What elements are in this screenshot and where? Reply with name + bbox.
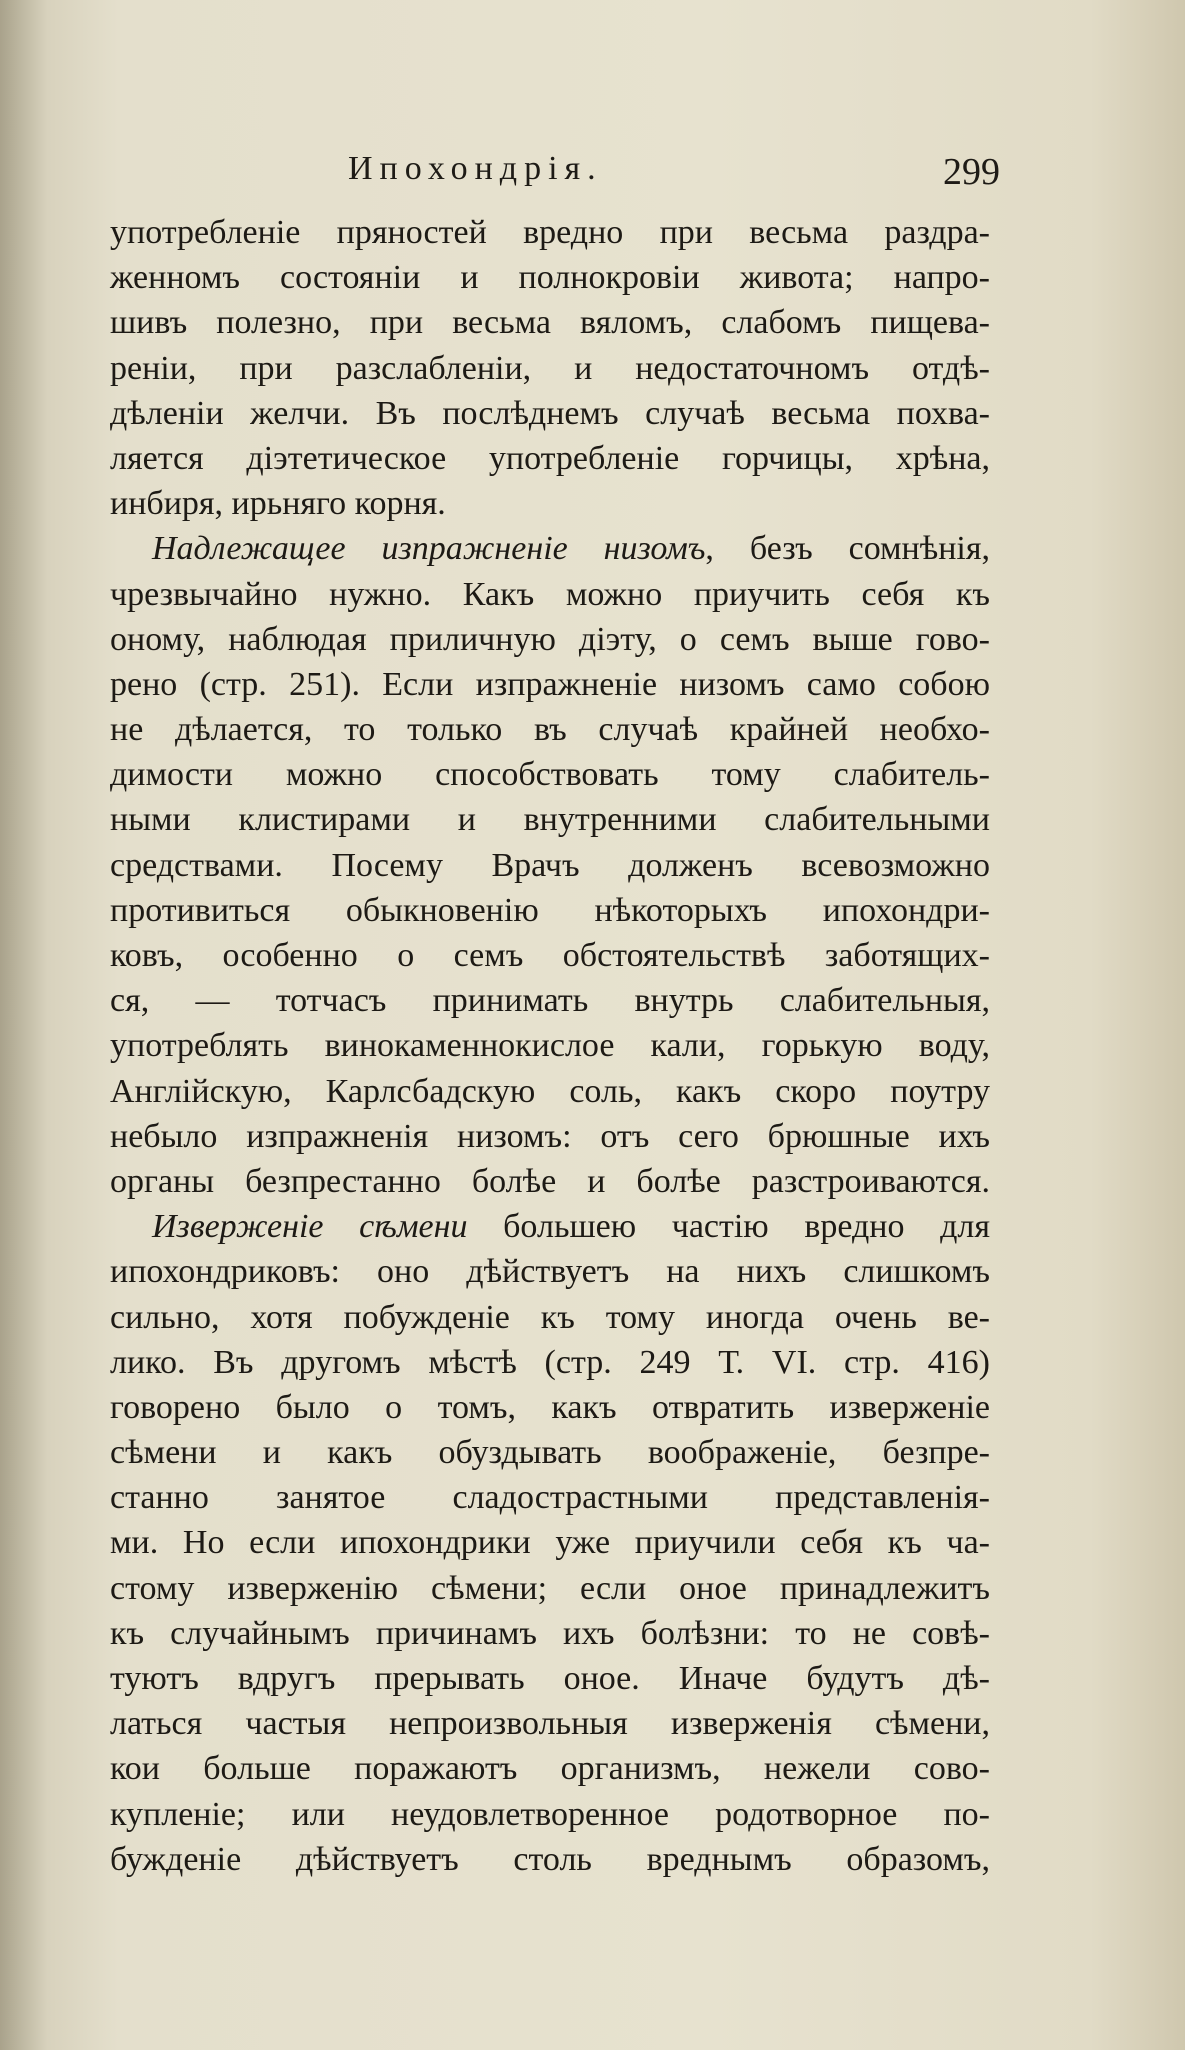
text-line: кои больше поражаютъ организмъ, нежели сово- [110,1750,990,1788]
text-line: оному, наблюдая приличную діэту, о семъ выше гово- [110,620,990,658]
running-title: Ипохондрія. [348,150,603,187]
text-line: къ случайнымъ причинамъ ихъ болѣзни: то не совѣ- [110,1614,990,1652]
text-line: купленіе; или неудовлетворенное родотворное по- [110,1795,990,1833]
text-line: рено (стр. 251). Если изпражненіе низомъ само собою [110,665,990,703]
text-line-rest: , безъ сомнѣнія, [705,530,990,568]
text-line: димости можно способствовать тому слабитель- [110,756,990,794]
text-line: шивъ полезно, при весьма вяломъ, слабомъ пищева- [110,304,990,342]
text-line: органы безпрестанно болѣе и болѣе разстроиваются. [110,1162,990,1200]
text-line: бужденіе дѣйствуетъ столь вреднымъ образомъ, [110,1840,990,1878]
text-line: реніи, при разслабленіи, и недостаточномъ отдѣ- [110,349,990,387]
text-line: стому изверженію сѣмени; если оное принадлежитъ [110,1569,990,1607]
text-line: ковъ, особенно о семъ обстоятельствѣ заботящих- [110,937,990,974]
page-number: 299 [943,151,1000,193]
text-line: употреблять винокаменнокислое кали, горькую воду, [110,1027,990,1065]
text-line: ми. Но если ипохондрики уже приучили себя къ ча- [110,1524,990,1562]
text-line: небыло изпражненія низомъ: отъ сего брюшные ихъ [110,1117,990,1155]
text-line: ными клистирами и внутренними слабительными [110,801,990,839]
text-line: говорено было о томъ, какъ отвратить изверженіе [110,1388,990,1426]
text-line: чрезвычайно нужно. Какъ можно приучить себя къ [110,575,990,613]
text-line: средствами. Посему Врачъ долженъ всевозможно [110,846,990,884]
page-header [110,150,1000,200]
text-line: Англійскую, Карлсбадскую соль, какъ скоро поутру [110,1072,990,1110]
text-line: инбиря, ирьняго корня. [110,485,446,523]
text-line: ся, — тотчасъ принимать внутрь слабительныя, [110,982,990,1020]
text-line: станно занятое сладострастными представленія- [110,1479,990,1517]
emphasis: Надлежащее изпражненіе низомъ [152,530,706,568]
text-line: латься частыя непроизвольныя изверженія сѣмени, [110,1705,990,1743]
text-line: лико. Въ другомъ мѣстѣ (стр. 249 Т. VI. стр. 416) [110,1343,990,1381]
text-line: ляется діэтетическое употребленіе горчицы, хрѣна, [110,439,990,477]
paragraph-start-line [110,526,990,571]
text-line: сильно, хотя побужденіе къ тому иногда очень ве- [110,1298,990,1336]
text-line: ипохондриковъ: оно дѣйствуетъ на нихъ слишкомъ [110,1253,990,1291]
text-line: противиться обыкновенію нѣкоторыхъ ипохондри- [110,891,990,929]
text-line: употребленіе пряностей вредно при весьма раздра- [110,214,990,251]
paragraph-start-line [110,1204,990,1249]
text-line: дѣленіи желчи. Въ послѣднемъ случаѣ весьма похва- [110,394,990,432]
text-line-rest: большею частію вредно для [467,1208,991,1246]
text-line: не дѣлается, то только въ случаѣ крайней необхо- [110,711,990,749]
emphasis: Изверженіе сѣмени [152,1208,468,1246]
text-line: сѣмени и какъ обуздывать воображеніе, безпре- [110,1434,990,1472]
text-line: женномъ состояніи и полнокровіи живота; напро- [110,259,990,297]
text-line: туютъ вдругъ прерывать оное. Иначе будутъ дѣ- [110,1660,990,1697]
body-text [110,210,990,1882]
